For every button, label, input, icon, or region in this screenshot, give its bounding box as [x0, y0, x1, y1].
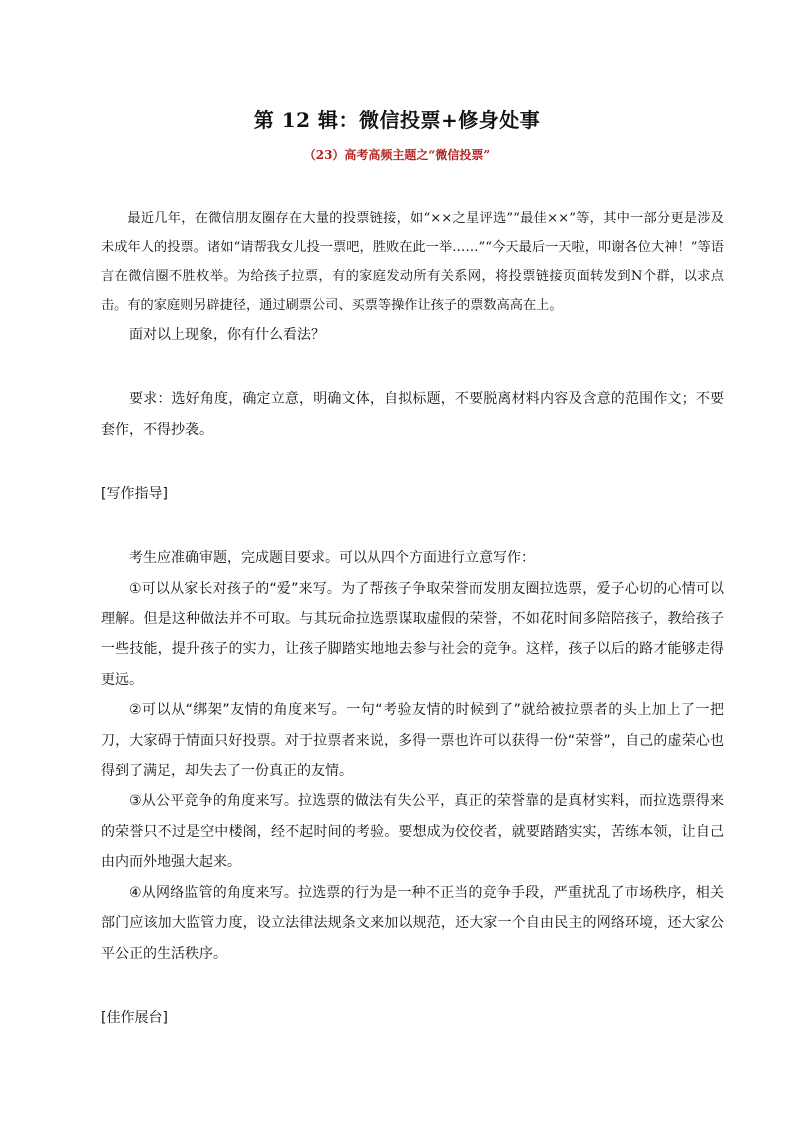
guide-point-4: ④从网络监管的角度来写。拉选票的行为是一种不正当的竞争手段，严重扰乱了市场秩序，相关部门应该加大监管力度，设立法律法规条文来加以规范，还大家一个自由民主的网络环境，还大家公平公正的生活秩序。	[101, 884, 724, 962]
spacer	[101, 969, 724, 1003]
writing-guide-label: [写作指导]	[101, 486, 168, 503]
showcase-label: [佳作展台]	[101, 1009, 168, 1026]
spacer	[101, 509, 724, 543]
document-body	[101, 204, 724, 1033]
guide-point-1: ①可以从家长对孩子的“爱”来写。为了帮孩子争取荣誉而发朋友圈拉选票，爱子心切的心情可以理解。但是这种做法并不可取。与其玩命拉选票谋取虚假的荣誉，不如花时间多陪陪孩子，教给孩子一些技能，提升孩子的实力，让孩子脚踏实地地去参与社会的竞争。这样，孩子以后的路才能够走得更远。	[101, 580, 724, 688]
spacer	[101, 445, 724, 479]
requirement-paragraph: 要求：选好角度，确定立意，明确文体，自拟标题，不要脱离材料内容及含意的范围作文；不要套作，不得抄袭。	[101, 391, 724, 438]
material-paragraph: 最近几年，在微信朋友圈存在大量的投票链接，如“××之星评选”“最佳××”等，其中一部分更是涉及未成年人的投票。诸如“请帮我女儿投一票吧，胜败在此一举……”“今天最后一天啦，叩谢各位大神！”等语言在微信圈不胜枚举。为给孩子拉票，有的家庭发动所有关系网，将投票链接页面转发到N个群，以求点击。有的家庭则另辟捷径，通过刷票公司、买票等操作让孩子的票数高高在上。	[101, 211, 724, 313]
guide-point-3: ③从公平竞争的角度来写。拉选票的做法有失公平，真正的荣誉靠的是真材实料，而拉选票得来的荣誉只不过是空中楼阁，经不起时间的考验。要想成为佼佼者，就要踏踏实实，苦练本领，让自己由内而外地强大起来。	[101, 793, 724, 871]
page-title: 第 12 辑：微信投票+修身处事	[253, 108, 541, 132]
guide-point-2: ②可以从“绑架”友情的角度来写。一句“考验友情的时候到了”就给被拉票者的头上加上了一把刀，大家碍于情面只好投票。对于拉票者来说，多得一票也许可以获得一份“荣誉”，自己的虚荣心也得到了满足，却失去了一份真正的友情。	[101, 702, 724, 780]
page-subtitle: （23）高考高频主题之“微信投票”	[303, 148, 491, 162]
spacer	[101, 350, 724, 384]
guide-intro-paragraph: 考生应准确审题，完成题目要求。可以从四个方面进行立意写作：	[129, 550, 535, 567]
question-paragraph: 面对以上现象，你有什么看法？	[129, 327, 325, 343]
